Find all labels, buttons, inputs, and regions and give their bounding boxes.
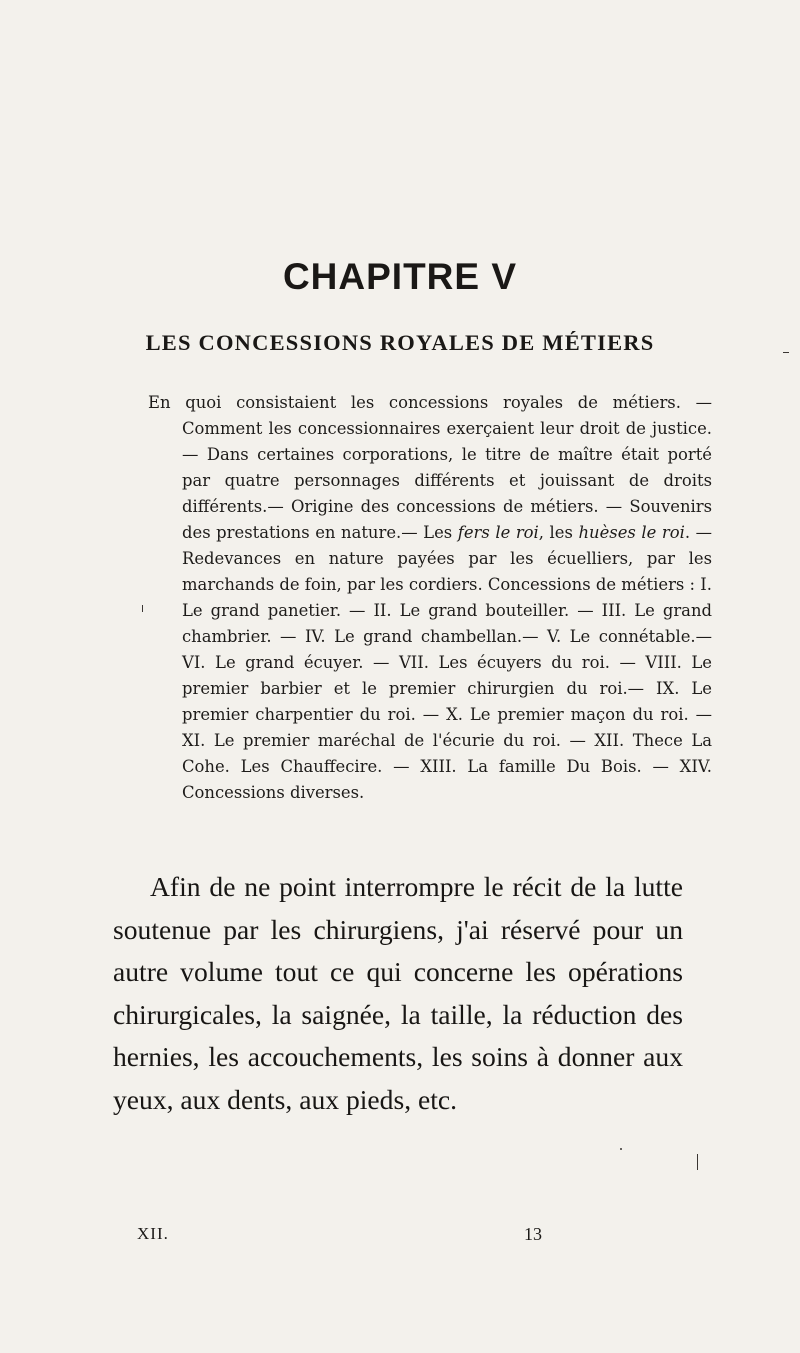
summary-text-part2: , les <box>538 523 579 542</box>
summary-italic-fers-le-roi: fers le roi <box>457 523 539 542</box>
summary-italic-hueses-le-roi: huèses le roi <box>578 523 685 542</box>
margin-speck <box>697 1154 698 1170</box>
chapter-subtitle: LES CONCESSIONS ROYALES DE MÉTIERS <box>145 330 655 355</box>
signature-mark: XII. <box>137 1224 169 1243</box>
body-paragraph: Afin de ne point interrompre le récit de la lutte soutenue par les chirurgiens, j'ai réservé pour un autre volume tout ce qui concerne les opérations chirurgicales, la saignée, la taille, la réduction des hernies, les accouchements, les soins à donner aux yeux, aux dents, aux pieds, etc. <box>113 871 683 1115</box>
chapter-summary <box>148 390 712 806</box>
page-number: 13 <box>524 1224 542 1244</box>
page-footer <box>0 1224 800 1248</box>
margin-speck <box>783 352 789 353</box>
summary-text-part1: En quoi consistaient les concessions royales de métiers. — Comment les concessionnaires exerçaient leur droit de justice. — Dans certaines corporations, le titre de maître était porté par quatre personnages différents et jouissant de droits différents.— Origine des concessions de métiers. — Souvenirs des prestations en nature.— Les <box>148 393 712 542</box>
summary-text-part3: . — Redevances en nature payées par les écuelliers, par les marchands de foin, par les cordiers. Concessions de métiers : I. Le grand panetier. — II. Le grand bouteiller. — III. Le grand chambrier. — IV. Le grand chambellan.— V. Le connétable.— VI. Le grand écuyer. — VII. Les écuyers du roi. — VIII. Le premier barbier et le premier chirurgien du roi.— IX. Le premier charpentier du roi. — X. Le premier maçon du roi. — XI. Le premier maréchal de l'écurie du roi. — XII. Thece La Cohe. Les Chauffecire. — XIII. La famille Du Bois. — XIV. Concessions diverses. <box>182 523 713 802</box>
margin-speck <box>142 605 143 612</box>
margin-speck <box>620 1148 622 1150</box>
chapter-title: CHAPITRE V <box>282 256 518 297</box>
